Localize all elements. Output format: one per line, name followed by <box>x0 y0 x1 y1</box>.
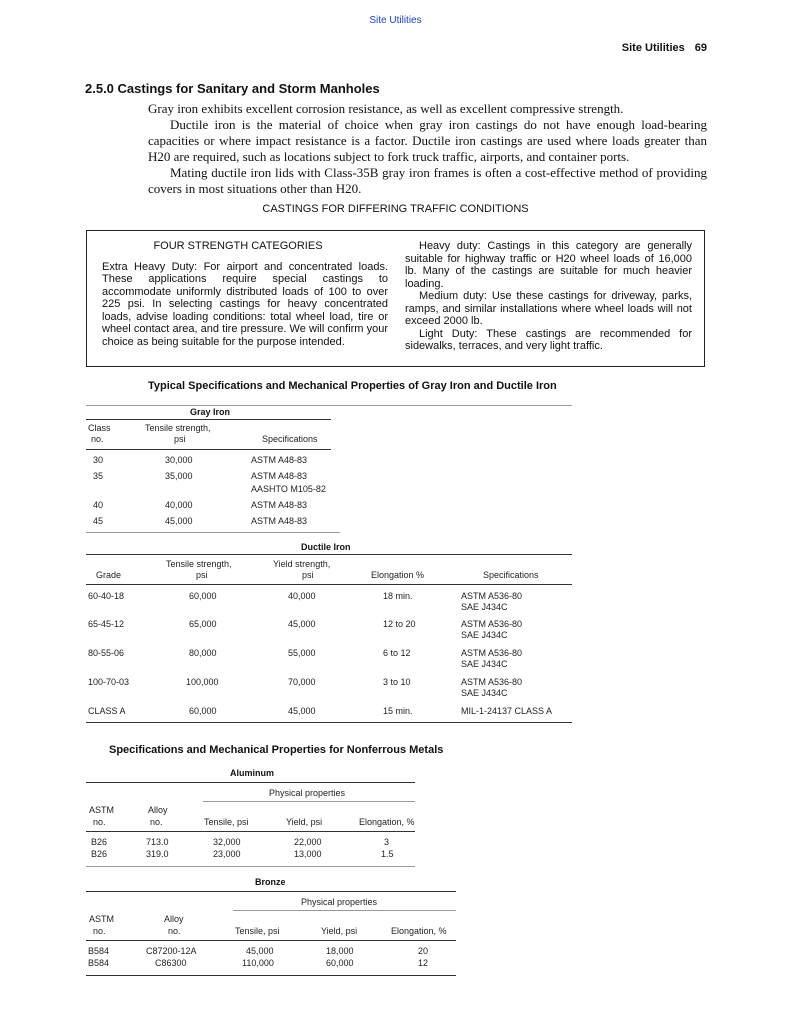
aluminum-header-alloy: Alloy <box>148 805 168 815</box>
bronze-header-alloy-no: no. <box>168 926 181 936</box>
nonferrous-table-title: Specifications and Mechanical Properties for Nonferrous Metals <box>109 744 444 756</box>
ductile-cell: 6 to 12 <box>383 648 411 658</box>
ductile-cell: 18 min. <box>383 591 413 601</box>
aluminum-header-astm-no: no. <box>93 817 106 827</box>
gray-tensile-cell: 45,000 <box>165 516 193 526</box>
ductile-cell: SAE J434C <box>461 602 508 612</box>
bronze-header-astm: ASTM <box>89 914 115 924</box>
extra-heavy-duty-text: Extra Heavy Duty: For airport and concentrated loads. These applications require special castings to accommodate uniformly distributed loads of 100 to over 225 psi. In selecting castings for heavy concentrated loads, advise loading conditions: total wheel load, tire or wheel contact area, and tire pressure. We will confirm your choice as being suitable for the purpose intended. <box>102 260 388 348</box>
gray-header-tensile-psi: psi <box>174 434 186 444</box>
bronze-header-astm-no: no. <box>93 926 106 936</box>
ductile-cell: SAE J434C <box>461 688 508 698</box>
section-title: 2.5.0 Castings for Sanitary and Storm Manholes <box>85 81 380 96</box>
bronze-cell: 60,000 <box>326 958 354 968</box>
aluminum-cell: 1.5 <box>381 849 394 859</box>
strength-right-column <box>405 240 692 353</box>
ductile-cell: SAE J434C <box>461 630 508 640</box>
ductile-header-tensile: Tensile strength, <box>166 559 232 569</box>
aluminum-cell: 713.0 <box>146 837 169 847</box>
ductile-cell: 100-70-03 <box>88 677 130 687</box>
ductile-cell: 80-55-06 <box>88 648 125 658</box>
ductile-header-yield-psi: psi <box>302 570 314 580</box>
bronze-cell: B584 <box>88 958 110 968</box>
ductile-cell: 80,000 <box>189 648 217 658</box>
aluminum-cell: 13,000 <box>294 849 322 859</box>
bronze-cell: 20 <box>418 946 429 956</box>
bronze-cell: 12 <box>418 958 429 968</box>
aluminum-physical-header: Physical properties <box>269 788 346 798</box>
ductile-cell: ASTM A536-80 <box>461 648 523 658</box>
aluminum-header-astm: ASTM <box>89 805 115 815</box>
gray-class-cell: 30 <box>93 455 104 465</box>
ductile-cell: 55,000 <box>288 648 316 658</box>
ductile-cell: ASTM A536-80 <box>461 677 523 687</box>
gray-tensile-cell: 35,000 <box>165 471 193 481</box>
bronze-header-elongation: Elongation, % <box>391 926 447 936</box>
ductile-iron-caption: Ductile Iron <box>301 542 351 552</box>
gray-header-tensile: Tensile strength, <box>145 423 211 433</box>
gray-spec-cell: ASTM A48-83 <box>251 516 308 526</box>
bronze-header-yield: Yield, psi <box>321 926 358 936</box>
gray-spec-cell: AASHTO M105-82 <box>251 484 326 494</box>
gray-header-class: Class <box>88 423 111 433</box>
gray-spec-cell: ASTM A48-83 <box>251 500 308 510</box>
light-duty-text: Light Duty: These castings are recommended for sidewalks, terraces, and very light traffic. <box>405 327 692 352</box>
strength-heading: FOUR STRENGTH CATEGORIES <box>153 240 323 252</box>
ductile-cell: 60,000 <box>189 591 217 601</box>
gray-spec-cell: ASTM A48-83 <box>251 455 308 465</box>
gray-tensile-cell: 40,000 <box>165 500 193 510</box>
page-number: 69 <box>694 42 707 54</box>
gray-class-cell: 35 <box>93 471 104 481</box>
bronze-cell: 18,000 <box>326 946 354 956</box>
bronze-cell: C87200-12A <box>146 946 197 956</box>
ductile-cell: 40,000 <box>288 591 316 601</box>
castings-caption: CASTINGS FOR DIFFERING TRAFFIC CONDITIONS <box>262 203 529 215</box>
medium-duty-text: Medium duty: Use these castings for driveway, parks, ramps, and similar installations where wheel loads will not exceed 2000 lb. <box>405 290 692 327</box>
aluminum-cell: 22,000 <box>294 837 322 847</box>
aluminum-cell: 23,000 <box>213 849 241 859</box>
aluminum-cell: B26 <box>91 837 108 847</box>
paragraph-mating: Mating ductile iron lids with Class-35B gray iron frames is often a cost-effective method of providing covers in most situations other than H20. <box>148 165 707 196</box>
aluminum-cell: 32,000 <box>213 837 241 847</box>
heavy-duty-text: Heavy duty: Castings in this category are generally suitable for highway traffic or H20 wheel loads of 16,000 lb. Many of the castings are suitable for much heavier loading. <box>405 240 692 290</box>
aluminum-cell: B26 <box>91 849 108 859</box>
ductile-header-spec: Specifications <box>483 570 539 580</box>
bronze-caption: Bronze <box>255 877 286 887</box>
bronze-cell: 45,000 <box>246 946 274 956</box>
bronze-header-alloy: Alloy <box>164 914 184 924</box>
ductile-cell: SAE J434C <box>461 659 508 669</box>
ductile-cell: MIL-1-24137 CLASS A <box>461 706 553 716</box>
ductile-header-yield: Yield strength, <box>273 559 331 569</box>
strength-categories-box <box>86 230 705 367</box>
iron-table-title: Typical Specifications and Mechanical Properties of Gray Iron and Ductile Iron <box>148 380 557 392</box>
aluminum-header-yield: Yield, psi <box>286 817 323 827</box>
bronze-header-tensile: Tensile, psi <box>235 926 280 936</box>
ductile-cell: 100,000 <box>186 677 219 687</box>
aluminum-cell: 3 <box>384 837 390 847</box>
header-link[interactable]: Site Utilities <box>369 15 422 26</box>
ductile-cell: 60-40-18 <box>88 591 125 601</box>
section-body <box>148 101 707 197</box>
bronze-cell: B584 <box>88 946 110 956</box>
ductile-cell: 12 to 20 <box>383 619 416 629</box>
ductile-cell: 60,000 <box>189 706 217 716</box>
ductile-cell: ASTM A536-80 <box>461 619 523 629</box>
gray-iron-caption: Gray Iron <box>190 407 231 417</box>
ductile-header-elongation: Elongation % <box>371 570 425 580</box>
ductile-cell: 3 to 10 <box>383 677 411 687</box>
ductile-cell: 45,000 <box>288 619 316 629</box>
bronze-cell: C86300 <box>155 958 187 968</box>
aluminum-header-elongation: Elongation, % <box>359 817 415 827</box>
ductile-cell: 65,000 <box>189 619 217 629</box>
aluminum-header-alloy-no: no. <box>150 817 163 827</box>
gray-header-spec: Specifications <box>262 434 318 444</box>
ductile-header-tensile-psi: psi <box>196 570 208 580</box>
bronze-cell: 110,000 <box>242 958 274 968</box>
gray-spec-cell: ASTM A48-83 <box>251 471 308 481</box>
aluminum-caption: Aluminum <box>230 768 274 778</box>
ductile-header-grade: Grade <box>96 570 122 580</box>
ductile-cell: 70,000 <box>288 677 316 687</box>
paragraph-gray-iron: Gray iron exhibits excellent corrosion resistance, as well as excellent compressive strength. <box>148 101 624 116</box>
ductile-cell: 15 min. <box>383 706 413 716</box>
aluminum-cell: 319.0 <box>146 849 169 859</box>
ductile-cell: 65-45-12 <box>88 619 125 629</box>
bronze-physical-header: Physical properties <box>301 897 378 907</box>
strength-left-column <box>102 240 388 348</box>
running-title: Site Utilities <box>621 42 685 54</box>
gray-header-class-no: no. <box>91 434 104 444</box>
running-header <box>612 42 707 54</box>
gray-class-cell: 45 <box>93 516 104 526</box>
ductile-cell: CLASS A <box>88 706 126 716</box>
ductile-cell: 45,000 <box>288 706 316 716</box>
gray-class-cell: 40 <box>93 500 104 510</box>
ductile-cell: ASTM A536-80 <box>461 591 523 601</box>
paragraph-ductile-iron: Ductile iron is the material of choice when gray iron castings do not have enough load-bearing capacities or where impact resistance is a factor. Ductile iron castings are used where loads greater than H20 are required, such as locations subject to fork truck traffic, airports, and container ports. <box>148 117 707 164</box>
gray-tensile-cell: 30,000 <box>165 455 193 465</box>
aluminum-header-tensile: Tensile, psi <box>204 817 249 827</box>
